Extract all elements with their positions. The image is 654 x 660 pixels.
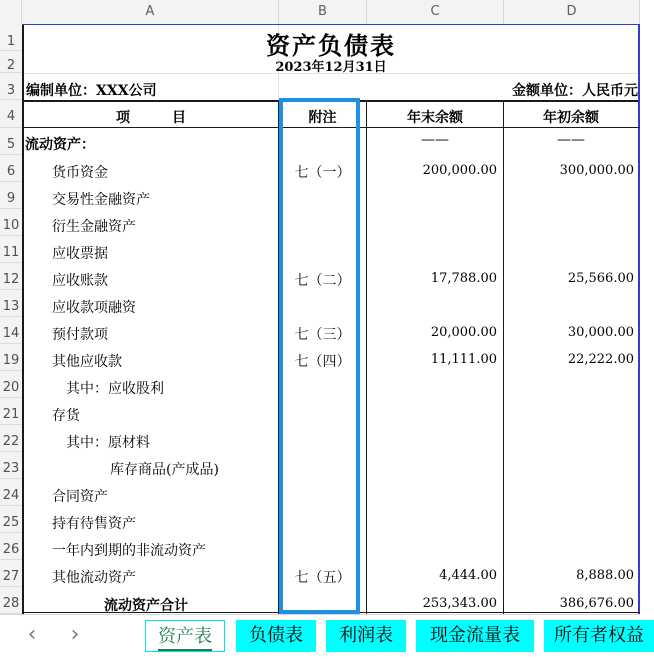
row-item-end[interactable]: 200,000.00 <box>422 163 497 178</box>
total-row-end[interactable]: 253,343.00 <box>422 596 497 611</box>
selection-range-box[interactable] <box>279 98 360 614</box>
select-all-corner[interactable] <box>0 0 22 24</box>
tab-label: 所有者权益 <box>554 625 644 646</box>
column-header-c[interactable]: C <box>367 0 504 24</box>
header-end-balance: 年末余额 <box>407 110 463 126</box>
row-number[interactable]: 2 <box>0 51 22 73</box>
row-number[interactable]: 27 <box>0 560 22 587</box>
row-item-note[interactable]: 七（一） <box>294 165 351 181</box>
header-note: 附注 <box>308 110 337 126</box>
column-header-b[interactable]: B <box>279 0 367 24</box>
row-item-name[interactable]: 预付款项 <box>52 327 108 343</box>
row-item-end[interactable]: 20,000.00 <box>430 325 497 340</box>
header-begin-balance: 年初余额 <box>543 110 599 126</box>
row-number[interactable]: 21 <box>0 398 22 425</box>
sheet-title: 资产负债表 <box>266 31 396 60</box>
prev-sheet-icon[interactable]: ‹ <box>27 622 37 647</box>
tab-asset-sheet[interactable] <box>145 620 225 652</box>
tab-label: 利润表 <box>339 625 393 646</box>
currency-unit-label: 金额单位：人民币元 <box>512 83 638 99</box>
row-number[interactable]: 25 <box>0 506 22 533</box>
row-item-name[interactable]: 衍生金融资产 <box>52 219 136 235</box>
tab-cashflow-sheet[interactable] <box>416 620 534 652</box>
row-item-name[interactable]: 交易性金融资产 <box>52 192 150 208</box>
row-number[interactable]: 19 <box>0 344 22 371</box>
row-item-end[interactable]: 4,444.00 <box>439 568 497 583</box>
row-header-bar <box>0 24 23 614</box>
dash-end: —— <box>421 132 449 148</box>
row-item-name[interactable]: 其他应收款 <box>52 354 122 370</box>
row-number[interactable]: 9 <box>0 182 22 209</box>
row-item-note[interactable]: 七（二） <box>294 273 351 289</box>
row-number[interactable]: 1 <box>0 24 22 51</box>
row-number[interactable]: 6 <box>0 155 22 182</box>
row-item-name[interactable]: 其中：原材料 <box>66 435 150 451</box>
row-number[interactable]: 4 <box>0 100 22 128</box>
row-item-name[interactable]: 合同资产 <box>52 489 108 505</box>
row-item-name[interactable]: 库存商品(产成品) <box>110 462 219 478</box>
row-item-end[interactable]: 11,111.00 <box>430 352 497 367</box>
row-item-name[interactable]: 应收款项融资 <box>52 300 136 316</box>
column-header-a[interactable]: A <box>22 0 279 24</box>
tab-liability-sheet[interactable] <box>236 620 316 652</box>
row-item-note[interactable]: 七（五） <box>294 570 351 586</box>
total-row-begin[interactable]: 386,676.00 <box>559 596 634 611</box>
section-label: 流动资产： <box>25 137 95 153</box>
row-item-name[interactable]: 货币资金 <box>52 165 108 181</box>
row-number[interactable]: 3 <box>0 73 22 100</box>
row-item-begin[interactable]: 30,000.00 <box>567 325 634 340</box>
row-item-name[interactable]: 一年内到期的非流动资产 <box>52 543 206 559</box>
column-header-d[interactable]: D <box>504 0 640 24</box>
row-item-name[interactable]: 存货 <box>52 408 80 424</box>
row-item-note[interactable]: 七（三） <box>294 327 351 343</box>
row-item-begin[interactable]: 22,222.00 <box>567 352 634 367</box>
row-item-begin[interactable]: 300,000.00 <box>559 163 634 178</box>
tab-profit-sheet[interactable] <box>326 620 406 652</box>
row-number[interactable]: 14 <box>0 317 22 344</box>
dash-begin: —— <box>557 132 585 148</box>
tab-label: 现金流量表 <box>430 625 520 646</box>
column-header-bar <box>0 0 640 25</box>
row-number[interactable]: 5 <box>0 128 22 155</box>
row-number[interactable]: 23 <box>0 452 22 479</box>
total-row-name[interactable]: 流动资产合计 <box>104 598 188 614</box>
row-number[interactable]: 20 <box>0 371 22 398</box>
row-item-name[interactable]: 应收账款 <box>52 273 108 289</box>
row-number[interactable]: 22 <box>0 425 22 452</box>
row-number[interactable]: 28 <box>0 587 22 614</box>
table-border-right <box>638 24 640 614</box>
row-item-name[interactable]: 持有待售资产 <box>52 516 136 532</box>
table-border-title <box>22 24 640 25</box>
row-item-note[interactable]: 七（四） <box>294 354 351 370</box>
row-number[interactable]: 13 <box>0 290 22 317</box>
row-item-name[interactable]: 应收票据 <box>52 246 108 262</box>
row-number[interactable]: 12 <box>0 263 22 290</box>
row-item-begin[interactable]: 25,566.00 <box>567 271 634 286</box>
next-sheet-icon[interactable]: › <box>70 622 80 647</box>
company-label: 编制单位：XXX公司 <box>26 83 157 99</box>
row-number[interactable]: 11 <box>0 236 22 263</box>
tab-label: 负债表 <box>249 625 303 646</box>
sheet-date: 2023年12月31日 <box>275 60 387 75</box>
row-item-end[interactable]: 17,788.00 <box>430 271 497 286</box>
tab-equity-sheet[interactable] <box>544 620 654 652</box>
header-item: 项 目 <box>116 110 186 126</box>
row-item-begin[interactable]: 8,888.00 <box>576 568 634 583</box>
sheet-tab-bar <box>0 614 644 660</box>
row-number[interactable]: 10 <box>0 209 22 236</box>
tab-label: 资产表 <box>158 626 212 651</box>
row-number[interactable]: 26 <box>0 533 22 560</box>
row-number[interactable]: 24 <box>0 479 22 506</box>
row-item-name[interactable]: 其他流动资产 <box>52 570 136 586</box>
row-item-name[interactable]: 其中：应收股利 <box>66 381 164 397</box>
